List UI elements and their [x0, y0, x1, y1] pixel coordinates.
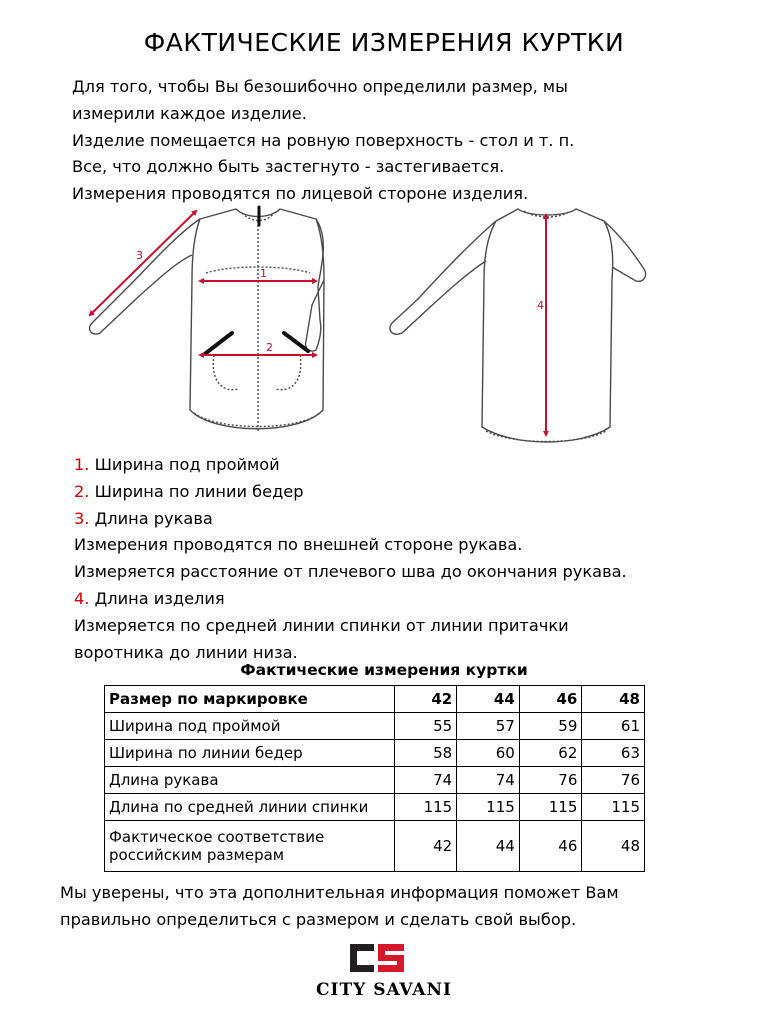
table-cell: 46: [519, 821, 582, 872]
intro-line: Для того, чтобы Вы безошибочно определили размер, мы: [72, 77, 568, 96]
legend-text: Длина рукава: [94, 508, 213, 528]
marker-2: 2: [266, 341, 273, 354]
legend-num: 2.: [74, 481, 90, 501]
header-cell: 48: [582, 686, 645, 713]
intro-line: Все, что должно быть застегнуто - застегивается.: [72, 157, 505, 177]
legend-num: 1.: [74, 455, 90, 474]
table-cell: 74: [457, 767, 520, 794]
intro-line: Измерения проводятся по лицевой стороне изделия.: [72, 184, 529, 204]
legend-item-4: [74, 586, 764, 613]
table-cell: 42: [394, 821, 457, 872]
table-header-row: [105, 686, 645, 713]
table-cell: 44: [457, 821, 520, 872]
closing-text: [60, 880, 760, 934]
table-cell: 76: [519, 767, 582, 794]
jacket-back-drawing: [390, 209, 646, 442]
table-cell: 62: [519, 740, 582, 767]
table-row: [105, 767, 645, 794]
table-cell: 58: [394, 740, 457, 767]
table-row: [105, 794, 645, 821]
closing-line: правильно определиться с размером и сделать свой выбор.: [60, 909, 577, 929]
intro-line: Изделие помещается на ровную поверхность - стол и т. п.: [72, 130, 575, 150]
legend-note: воротника до линии низа.: [74, 642, 298, 662]
jacket-front-drawing: [90, 209, 324, 433]
header-cell: 42: [394, 686, 457, 713]
legend-text: Длина изделия: [94, 588, 225, 608]
table-cell: 57: [457, 713, 520, 740]
legend-item-3: [74, 506, 764, 533]
table-cell: 55: [394, 713, 457, 740]
table-row: [105, 821, 645, 872]
table-cell: 59: [519, 713, 582, 740]
intro-line: измерили каждое изделие.: [72, 103, 307, 123]
legend-text: Ширина по линии бедер: [94, 481, 304, 501]
row-label: Ширина под проймой: [105, 713, 395, 740]
row-label: Ширина по линии бедер: [105, 740, 395, 767]
table-title: Фактические измерения куртки: [240, 661, 528, 679]
legend-num: 4.: [74, 588, 90, 608]
marker-3: 3: [136, 249, 143, 262]
table-cell: 115: [457, 794, 520, 821]
row-label: [105, 821, 395, 872]
header-cell: 44: [457, 686, 520, 713]
intro-text: [72, 74, 752, 208]
legend-item-1: [74, 452, 764, 479]
closing-line: Мы уверены, что эта дополнительная информация поможет Вам: [60, 883, 619, 902]
row-label: Длина рукава: [105, 767, 395, 794]
table-cell: 61: [582, 713, 645, 740]
table-cell: 115: [582, 794, 645, 821]
brand-name: CITY SAVANI: [316, 980, 452, 1000]
row-label-line: российским размерам: [109, 846, 285, 864]
row-label-line: Фактическое соответствие: [109, 828, 325, 846]
size-table: [104, 685, 645, 872]
header-cell: 46: [519, 686, 582, 713]
table-cell: 115: [519, 794, 582, 821]
marker-1: 1: [260, 267, 267, 280]
table-cell: 60: [457, 740, 520, 767]
page-title: ФАКТИЧЕСКИЕ ИЗМЕРЕНИЯ КУРТКИ: [143, 28, 625, 57]
legend-text: Ширина под проймой: [94, 455, 280, 474]
table-row: [105, 713, 645, 740]
arrow-sleeve-length: [90, 211, 196, 315]
table-cell: 48: [582, 821, 645, 872]
measurement-legend: [74, 452, 764, 666]
header-cell: Размер по маркировке: [105, 686, 395, 713]
row-label: Длина по средней линии спинки: [105, 794, 395, 821]
legend-item-2: [74, 479, 764, 506]
legend-note: Измерения проводятся по внешней стороне рукава.: [74, 535, 523, 555]
table-cell: 74: [394, 767, 457, 794]
table-cell: 63: [582, 740, 645, 767]
marker-4: 4: [537, 299, 544, 312]
table-cell: 115: [394, 794, 457, 821]
jacket-diagrams: [0, 195, 768, 460]
table-row: [105, 740, 645, 767]
city-savani-logo: [348, 942, 406, 974]
legend-note: Измеряется расстояние от плечевого шва до окончания рукава.: [74, 562, 627, 582]
legend-note: Измеряется по средней линии спинки от линии притачки: [74, 615, 569, 635]
legend-num: 3.: [74, 508, 90, 528]
table-cell: 76: [582, 767, 645, 794]
